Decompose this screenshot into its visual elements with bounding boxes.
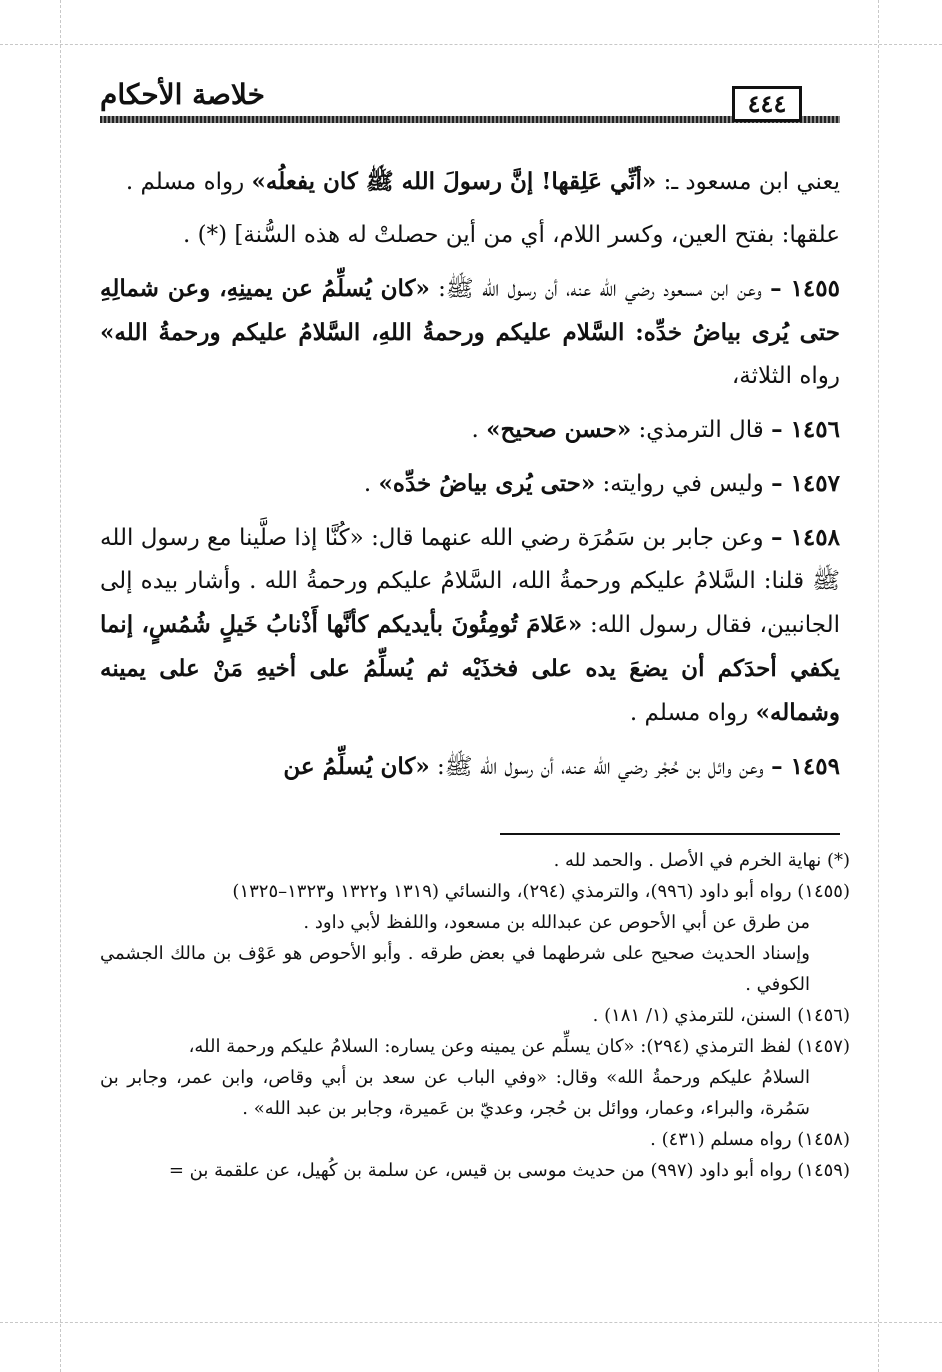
hadith-1458 xyxy=(100,516,840,735)
text: . xyxy=(471,417,487,443)
hadith-1455 xyxy=(100,267,840,398)
footnote-1459: (١٤٥٩) رواه أبو داود (٩٩٧) من حديث موسى بن قيس، عن سلمة بن كُهيل، عن علقمة بن = xyxy=(168,1160,850,1181)
hadith-number: ١٤٥٥ – xyxy=(770,275,840,302)
quote: «كُنَّا إذا صلَّينا مع رسول الله ﷺ قلنا: السَّلامُ عليكم ورحمةُ الله، السَّلامُ عليكم ورحمةُ الله . وأشار بيده إلى الجانبين، فقال رسول الله: xyxy=(100,525,841,638)
quote: «حسن صحيح» xyxy=(486,416,632,443)
quote: «كان يُسلِّمُ عن يمينِهِ، وعن شمالِهِ حتى يُرى بياضُ خدِّه: السَّلام عليكم ورحمةُ اللهِ، السَّلامُ عليكم ورحمةُ الله» xyxy=(100,275,840,346)
quote: «عَلامَ تُومِئُونَ بأيديكم كأنَّها أَذْنابُ خَيلٍ شُمُسٍ، إنما يكفي أحدَكم أن يضعَ يده على فخذَيْه ثم يُسلِّمُ على أخيهِ مَنْ على يمينه وشماله» xyxy=(100,611,840,726)
page-header xyxy=(100,70,840,132)
page-guide-line xyxy=(60,0,61,1372)
text: رواه الثلاثة، xyxy=(731,363,840,389)
quote: «حتى يُرى بياضُ خدِّه» xyxy=(378,470,596,497)
footnote-star: (*) نهاية الخرم في الأصل . والحمد لله . xyxy=(553,850,850,871)
hadith-number: ١٤٥٧ – xyxy=(771,470,840,497)
footnote-1455-line: من طرق عن أبي الأحوص عن عبدالله بن مسعود، واللفظ لأبي داود . xyxy=(303,912,810,933)
hadith-number: ١٤٥٨ – xyxy=(771,524,840,551)
text: وليس في روايته: xyxy=(595,471,772,497)
hadith-number: ١٤٥٩ – xyxy=(771,753,840,780)
main-text xyxy=(100,160,840,799)
page-guide-line xyxy=(0,44,942,45)
footnote-separator xyxy=(500,833,840,835)
footnote-1455: (١٤٥٥) رواه أبو داود (٩٩٦)، والترمذي (٢٩٤)، والنسائي (١٣١٩ و١٣٢٢ و١٣٢٣–١٣٢٥) xyxy=(232,881,850,902)
hadith-number: ١٤٥٦ – xyxy=(771,416,840,443)
quote: «كان يُسلِّمُ عن xyxy=(283,753,430,780)
book-title: خلاصة الأحكام xyxy=(100,78,265,111)
text: وعن جابر بن سَمُرَة رضي الله عنهما قال: xyxy=(363,525,772,551)
page-number: ٤٤٤ xyxy=(732,86,802,122)
text: رواه مسلم . xyxy=(125,169,252,195)
footnote-1455-line: وإسناد الحديث صحيح على شرطهما في بعض طرقه . وأبو الأحوص هو عَوْف بن مالك الجشمي الكوفي . xyxy=(100,943,810,995)
hadith-1459 xyxy=(100,745,840,789)
text: وعن ابن مسعود رضي الله عنه، أن رسول الله ﷺ: xyxy=(429,276,771,302)
footnote-1457-line: السلامُ عليكم ورحمةُ الله» وقال: «وفي الباب عن سعد بن أبي وقاص، وابن عمر، وجابر بن سَمُرة، والبراء، وعمار، ووائل بن حُجر، وعديّ بن عَميرة، وجابر بن عبد الله» . xyxy=(100,1067,810,1119)
paragraph xyxy=(100,160,840,204)
hadith-1456 xyxy=(100,408,840,452)
footnote-1456: (١٤٥٦) السنن، للترمذي (١/ ١٨١) . xyxy=(592,1005,850,1026)
page-guide-line xyxy=(878,0,879,1372)
paragraph xyxy=(100,214,840,257)
footnote-1458: (١٤٥٨) رواه مسلم (٤٣١) . xyxy=(650,1129,850,1150)
page-guide-line xyxy=(0,1322,942,1323)
footnotes xyxy=(100,845,850,1186)
text: قال الترمذي: xyxy=(631,417,772,443)
text: . xyxy=(363,471,379,497)
header-rule xyxy=(100,116,840,123)
footnote-1457: (١٤٥٧) لفظ الترمذي (٢٩٤): «كان يسلِّم عن يمينه وعن يساره: السلامُ عليكم ورحمة الله، xyxy=(188,1036,850,1057)
text: رواه مسلم . xyxy=(629,700,756,726)
text: وعن وائل بن حُجْر رضي الله عنه، أن رسول الله ﷺ: xyxy=(429,754,772,780)
text: يعني ابن مسعود ـ: xyxy=(656,169,840,195)
text: علقها: بفتح العين، وكسر اللام، أي من أين حصلتْ له هذه السُّنة] (*) . xyxy=(182,222,840,248)
hadith-1457 xyxy=(100,462,840,506)
quote: «أنِّي عَلِقها! إنَّ رسولَ الله ﷺ كان يفعلُه» xyxy=(251,168,657,195)
